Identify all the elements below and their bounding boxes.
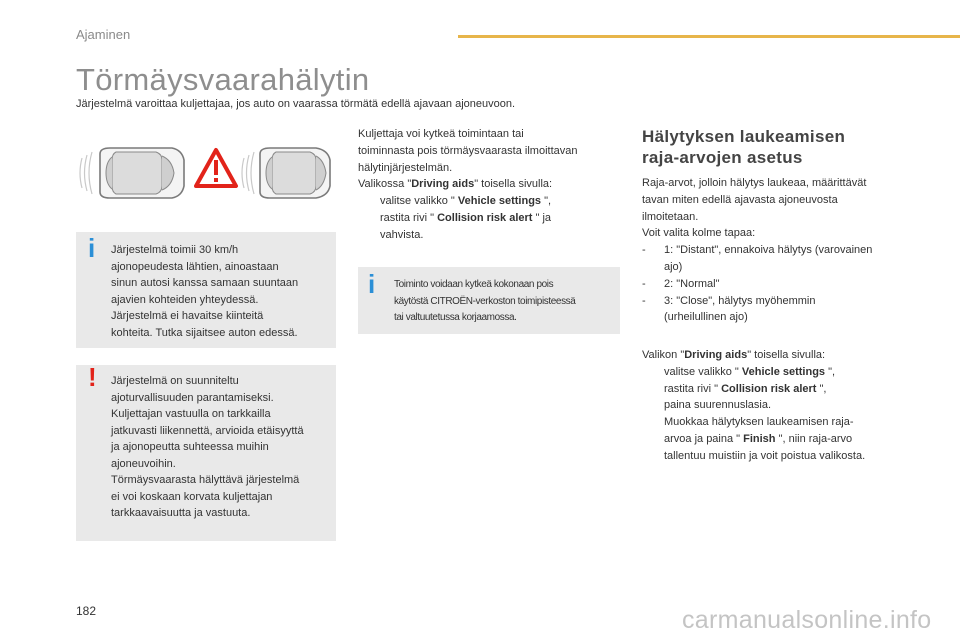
info-icon: i (88, 233, 96, 263)
col3-line: Raja-arvot, jolloin hälytys laukeaa, määrittävät (642, 177, 867, 189)
rear-car-icon (242, 148, 330, 198)
threshold-steps (642, 347, 904, 465)
info-line: Järjestelmä ei havaitse kiinteitä (111, 310, 264, 322)
info-line: ajonopeudesta lähtien, ainoastaan (111, 260, 279, 273)
page-number: 182 (76, 604, 97, 618)
col3-line: tavan miten edellä ajavasta ajoneuvosta (642, 193, 838, 206)
option-close: - 3: "Close", hälytys myöhemmin (642, 294, 816, 307)
col2-line: hälytinjärjestelmän. (358, 161, 453, 174)
step-select-menu: valitse valikko " Vehicle settings ", (664, 365, 836, 378)
option-close-cont: (urheilullinen ajo) (664, 311, 748, 324)
info-line: käytöstä CITROËN-verkoston toimipisteessä (394, 295, 576, 307)
section-label: Ajaminen (76, 27, 131, 42)
section-heading: Hälytyksen laukeamisen raja-arvojen asetus (642, 127, 846, 167)
info-line: Järjestelmä toimii 30 km/h (111, 244, 239, 256)
col2-line: Kuljettaja voi kytkeä toimintaan tai (358, 128, 524, 140)
warning-line: Törmäysvaarasta hälyttävä järjestelmä (111, 474, 300, 486)
intro-text: Järjestelmä varoittaa kuljettajaa, jos auto on vaarassa törmätä edellä ajavaan ajoneuvoon. (76, 98, 516, 110)
info-box-deactivation (358, 267, 620, 334)
activation-instructions (358, 126, 620, 244)
info-box-radar (76, 232, 336, 348)
option-distant-cont: ajo) (664, 260, 683, 273)
step-select-menu: valitse valikko " Vehicle settings ", (380, 195, 552, 208)
info-line: kohteita. Tutka sijaitsee auton edessä. (111, 326, 298, 339)
col3-line: Voit valita kolme tapaa: (642, 227, 756, 240)
warning-line: ajoneuvoihin. (111, 457, 176, 470)
warning-line: Kuljettajan vastuulla on tarkkailla (111, 408, 271, 420)
collision-warning-illustration (76, 140, 336, 205)
watermark: carmanualsonline.info (682, 606, 932, 634)
info-line: ajavien kohteiden yhteydessä. (111, 293, 259, 306)
warning-exclamation-icon: ! (88, 362, 97, 392)
step-press-magnifier: paina suurennuslasia. (664, 399, 772, 412)
warning-box-responsibility (76, 362, 336, 541)
option-distant: - 1: "Distant", ennakoiva hälytys (varovainen (642, 244, 873, 257)
info-line: Toiminto voidaan kytkeä kokonaan pois (394, 279, 554, 290)
step-edit-threshold: Muokkaa hälytyksen laukeamisen raja- (664, 416, 854, 429)
warning-line: ei voi koskaan korvata kuljettajan (111, 490, 273, 503)
step-edit-threshold-end: tallentuu muistiin ja voit poistua valikosta. (664, 449, 866, 462)
warning-triangle-icon (196, 150, 236, 186)
warning-line: Järjestelmä on suunniteltu (111, 375, 239, 387)
front-car-icon (80, 148, 184, 198)
step-confirm: vahvista. (380, 228, 424, 241)
menu-intro: Valikon "Driving aids" toisella sivulla: (642, 349, 826, 361)
info-icon: i (368, 269, 375, 299)
menu-intro: Valikossa "Driving aids" toisella sivulla: (358, 178, 553, 191)
step-edit-threshold-cont: arvoa ja paina " Finish ", niin raja-arvo (664, 432, 853, 445)
warning-line: ajoturvallisuuden parantamiseksi. (111, 391, 274, 404)
step-check-row: rastita rivi " Collision risk alert " ja (380, 211, 552, 224)
info-line: tai valtuutetussa korjaamossa. (394, 312, 517, 323)
page-title: Törmäysvaarahälytin (76, 62, 370, 97)
col2-line: toiminnasta pois törmäysvaarasta ilmoittavan (358, 144, 578, 157)
threshold-description (642, 175, 904, 326)
info-line: sinun autosi kanssa samaan suuntaan (111, 277, 299, 289)
warning-line: jatkuvasti liikennettä, arvioida etäisyyttä (111, 424, 304, 437)
step-check-row: rastita rivi " Collision risk alert ", (664, 382, 827, 395)
col3-line: ilmoitetaan. (642, 210, 699, 223)
warning-line: tarkkaavaisuutta ja vastuuta. (111, 507, 251, 519)
warning-line: ja ajonopeutta suhteessa muihin (111, 441, 269, 453)
header-accent-line (458, 35, 960, 38)
option-normal: - 2: "Normal" (642, 277, 720, 290)
